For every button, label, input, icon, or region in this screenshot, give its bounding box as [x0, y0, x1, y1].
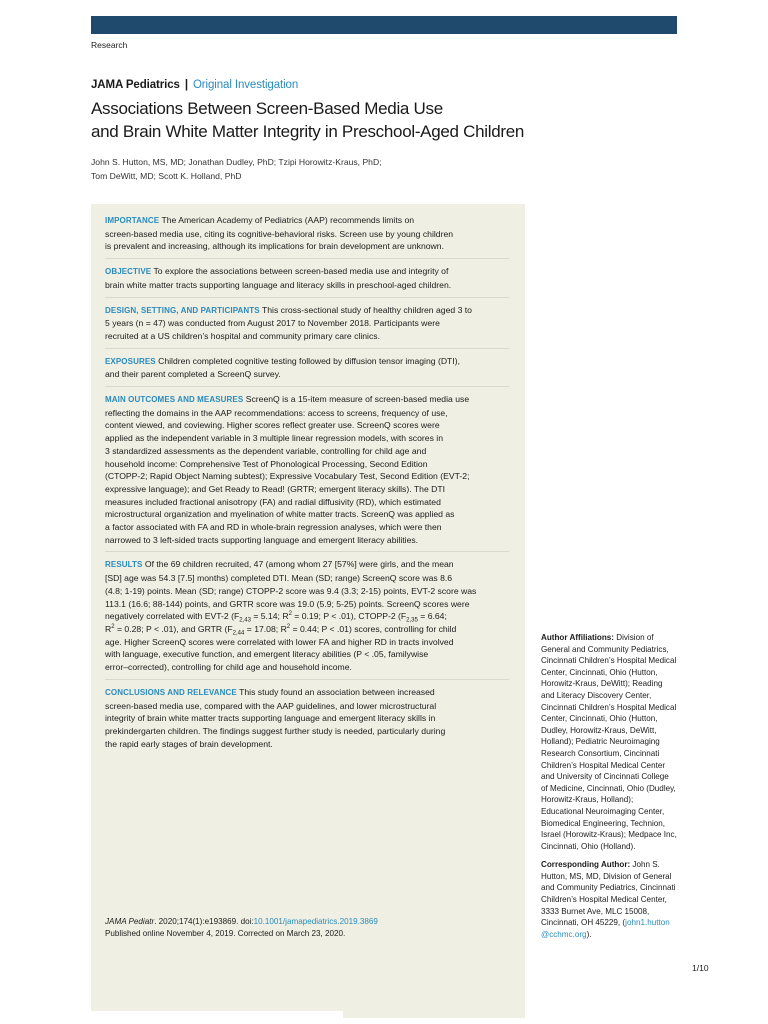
article-type: Original Investigation: [192, 79, 299, 91]
affiliation-text: Biomedical Engineering, Technion,: [541, 818, 666, 828]
abstract-results: [105, 556, 509, 679]
stat-text: = 0.19; P < .01), CTOPP-2 (F: [291, 611, 407, 622]
abstract-text: This study found an association between increased: [239, 686, 435, 697]
affiliation-text: Cincinnati Children’s Hospital Medical: [541, 656, 677, 666]
abstract-text: (CTOPP-2; Rapid Object Naming subtest); Expressive Vocabulary Test, Second Edition (EVT-2;: [105, 471, 470, 482]
abstract-text: is prevalent and increasing, although its implications for brain development are unknown.: [105, 241, 444, 252]
affiliation-text: of Medicine, Cincinnati, Ohio (Dudley,: [541, 783, 676, 793]
affiliation-text: Holland); Pediatric Neuroimaging: [541, 737, 660, 747]
abstract-text: screen-based media use, citing its cognitive-behavioral risks. Screen use by young children: [105, 228, 454, 239]
abstract-text: prekindergarten children. The findings suggest further study is needed, particularly during: [105, 725, 446, 736]
abstract-text: microstructural organization and myelination of white matter tracts. ScreenQ was applied as: [105, 509, 455, 520]
conclusions-heading: CONCLUSIONS AND RELEVANCE: [105, 687, 237, 697]
abstract-text: brain white matter tracts supporting language and literacy skills in preschool-aged children.: [105, 279, 452, 290]
abstract-text: 3 standardized assessments as the dependent variable, controlling for child age and: [105, 445, 427, 456]
stat-subscript: 2,35: [406, 618, 418, 624]
published-date: Published online November 4, 2019. Corrected on March 23, 2020.: [105, 928, 346, 938]
exposures-heading: EXPOSURES: [105, 356, 156, 366]
affiliation-text: and University of Cincinnati College: [541, 772, 669, 782]
abstract-text: Of the 69 children recruited, 47 (among whom 27 [57%] were girls, and the mean: [144, 559, 454, 570]
objective-heading: OBJECTIVE: [105, 267, 152, 277]
affiliation-text: Educational Neuroimaging Center,: [541, 806, 665, 816]
corresponding-text: and Community Pediatrics, Cincinnati: [541, 883, 676, 893]
abstract-conclusions: [105, 684, 509, 756]
affiliation-text: Dudley, Horowitz-Kraus, DeWitt,: [541, 725, 657, 735]
email-link[interactable]: john1.hutton: [625, 918, 670, 928]
corresponding-text: John S.: [632, 860, 660, 870]
abstract-text: household income: Comprehensive Test of Phonological Processing, Second Edition: [105, 458, 428, 469]
corresponding-text: Children’s Hospital Medical Center,: [541, 895, 667, 905]
stat-line: [105, 610, 509, 623]
abstract-text: age. Higher ScreenQ scores were correlated with lower FA and higher RD in tracts involved: [105, 636, 454, 647]
stat-text: = 6.64;: [417, 611, 447, 622]
sidebar-affiliations: [541, 632, 681, 940]
journal-line: [91, 79, 298, 91]
abstract-text: measures included fractional anisotropy (FA) and radial diffusivity (RD), which estimated: [105, 496, 441, 507]
abstract-outcomes: [105, 391, 509, 552]
corresponding-text: ).: [586, 929, 592, 939]
abstract-text: The American Academy of Pediatrics (AAP) recommends limits on: [161, 215, 415, 225]
affiliation-text: Horowitz-Kraus, DeWitt); Reading: [541, 679, 663, 689]
abstract-exposures: [105, 353, 509, 387]
stat-text: = 0.28; P < .01), and GRTR (F: [114, 623, 233, 634]
affiliation-text: Center, Cincinnati, Ohio (Hutton,: [541, 714, 658, 724]
abstract-text: ScreenQ is a 15-item measure of screen-based media use: [245, 394, 470, 405]
abstract-text: Children completed cognitive testing followed by diffusion tensor imaging (DTI),: [158, 355, 460, 366]
abstract-text: (4.8; 1-19) points. Mean (SD; range) CTOPP-2 score was 9.4 (3.3; 2-15) points, EVT-2 score was: [105, 585, 477, 596]
outcomes-heading: MAIN OUTCOMES AND MEASURES: [105, 395, 244, 405]
citation-ref: . 2020;174(1):e193869. doi:: [154, 917, 254, 926]
abstract-text: narrowed to 3 left-sided tracts supporting language and emergent literacy abilities.: [105, 534, 419, 545]
results-heading: RESULTS: [105, 560, 143, 570]
abstract-text: integrity of brain white matter tracts supporting language and emergent literacy skills in: [105, 713, 436, 724]
abstract-text: and their parent completed a ScreenQ survey.: [105, 369, 281, 380]
abstract-text: 113.1 (16.6; 88-144) points, and GRTR score was 19.0 (5.9; 5-25) points. ScreenQ scores were: [105, 598, 470, 609]
corresponding-text: Cincinnati, OH 45229, (: [541, 918, 626, 928]
corresponding-text: Hutton, MS, MD, Division of General: [541, 871, 672, 881]
affiliation-text: Research Consortium, Cincinnati: [541, 748, 660, 758]
author-line: Tom DeWitt, MD; Scott K. Holland, PhD: [91, 171, 242, 181]
citation: [105, 916, 378, 939]
article-title: [91, 97, 651, 143]
abstract-text: the rapid early stages of brain development.: [105, 738, 273, 749]
abstract-text: screen-based media use, compared with the AAP guidelines, and lower microstructural: [105, 700, 437, 711]
abstract-text: reflecting the domains in the AAP recommendations: access to screens, frequency of use,: [105, 407, 448, 418]
stat-subscript: 2,43: [239, 618, 251, 624]
abstract-importance: [105, 212, 509, 259]
author-line: John S. Hutton, MS, MD; Jonathan Dudley, PhD; Tzipi Horowitz-Kraus, PhD;: [91, 157, 382, 167]
stat-subscript: 2,44: [232, 630, 245, 637]
affiliation-text: Horowitz-Kraus, Holland);: [541, 795, 634, 805]
stat-text: = 5.14; R: [250, 611, 289, 622]
abstract-objective: [105, 263, 509, 297]
affiliation-text: General and Community Pediatrics,: [541, 644, 669, 654]
abstract-text: [SD] age was 54.3 [7.5] months) completed DTI. Mean (SD; range) ScreenQ score was 8.6: [105, 573, 453, 584]
abstract-text: 5 years (n = 47) was conducted from August 2017 to November 2018. Participants were: [105, 318, 440, 329]
bottom-strip: [91, 1011, 343, 1018]
corresponding-text: 3333 Burnet Ave, MLC 15008,: [541, 906, 650, 916]
stat-superscript: 2: [286, 624, 291, 631]
affiliation-text: and Literacy Discovery Center,: [541, 690, 652, 700]
affiliation-text: Division of: [616, 633, 654, 642]
affiliation-text: Center, Cincinnati, Ohio (Hutton,: [541, 667, 658, 677]
stat-superscript: 2: [288, 611, 292, 618]
stat-text: negatively correlated with EVT-2 (F: [105, 611, 240, 622]
stat-superscript: 2: [111, 624, 115, 631]
stat-text: R: [105, 623, 112, 634]
journal-separator: |: [184, 79, 188, 91]
affiliation-text: Israel (Horowitz-Kraus); Medpace Inc,: [541, 830, 677, 840]
abstract-design: [105, 302, 509, 349]
abstract-text: content viewed, and coviewing. Higher scores reflect greater use. ScreenQ scores were: [105, 420, 440, 431]
page-number: 1/10: [692, 963, 709, 973]
affiliation-text: Cincinnati Children’s Hospital Medical: [541, 702, 677, 712]
abstract-box: [91, 204, 525, 1018]
affiliation-text: Cincinnati, Ohio (Holland).: [541, 841, 636, 851]
stat-line: [105, 623, 509, 636]
citation-journal: JAMA Pediatr: [105, 917, 155, 926]
author-list: [91, 155, 382, 183]
stat-text: = 0.44; P < .01) scores, controlling for child: [290, 623, 457, 634]
abstract-text: with language, executive function, and emergent literacy abilities (P < .05, familywise: [105, 649, 429, 660]
corresponding-heading: Corresponding Author:: [541, 860, 631, 870]
importance-heading: IMPORTANCE: [105, 216, 160, 225]
top-color-bar: [91, 16, 677, 34]
abstract-text: recruited at a US children’s hospital and community primary care clinics.: [105, 330, 380, 341]
abstract-text: a factor associated with FA and RD in whole-brain regression analyses, which were then: [105, 522, 442, 533]
design-heading: DESIGN, SETTING, AND PARTICIPANTS: [105, 305, 260, 315]
email-link[interactable]: @cchmc.org: [541, 929, 587, 939]
section-label: Research: [91, 40, 128, 50]
abstract-text: expressive language); and Get Ready to Read! (GRTR; emergent literacy skills). The DTI: [105, 483, 446, 494]
affiliation-text: Children’s Hospital Medical Center: [541, 760, 666, 770]
journal-name: JAMA Pediatrics: [91, 79, 180, 91]
doi-link[interactable]: 10.1001/jamapediatrics.2019.3869: [253, 917, 378, 926]
stat-text: = 17.08; R: [244, 623, 287, 634]
affiliations-heading: Author Affiliations:: [541, 633, 614, 642]
title-line: and Brain White Matter Integrity in Preschool-Aged Children: [91, 122, 525, 141]
abstract-text: applied as the independent variable in 3 multiple linear regression models, with scores in: [105, 433, 444, 444]
abstract-text: To explore the associations between screen-based media use and integrity of: [153, 266, 449, 277]
abstract-text: This cross-sectional study of healthy children aged 3 to: [261, 304, 472, 315]
abstract-text: error–corrected), controlling for child age and household income.: [105, 662, 352, 673]
title-line: Associations Between Screen-Based Media Use: [91, 99, 443, 118]
